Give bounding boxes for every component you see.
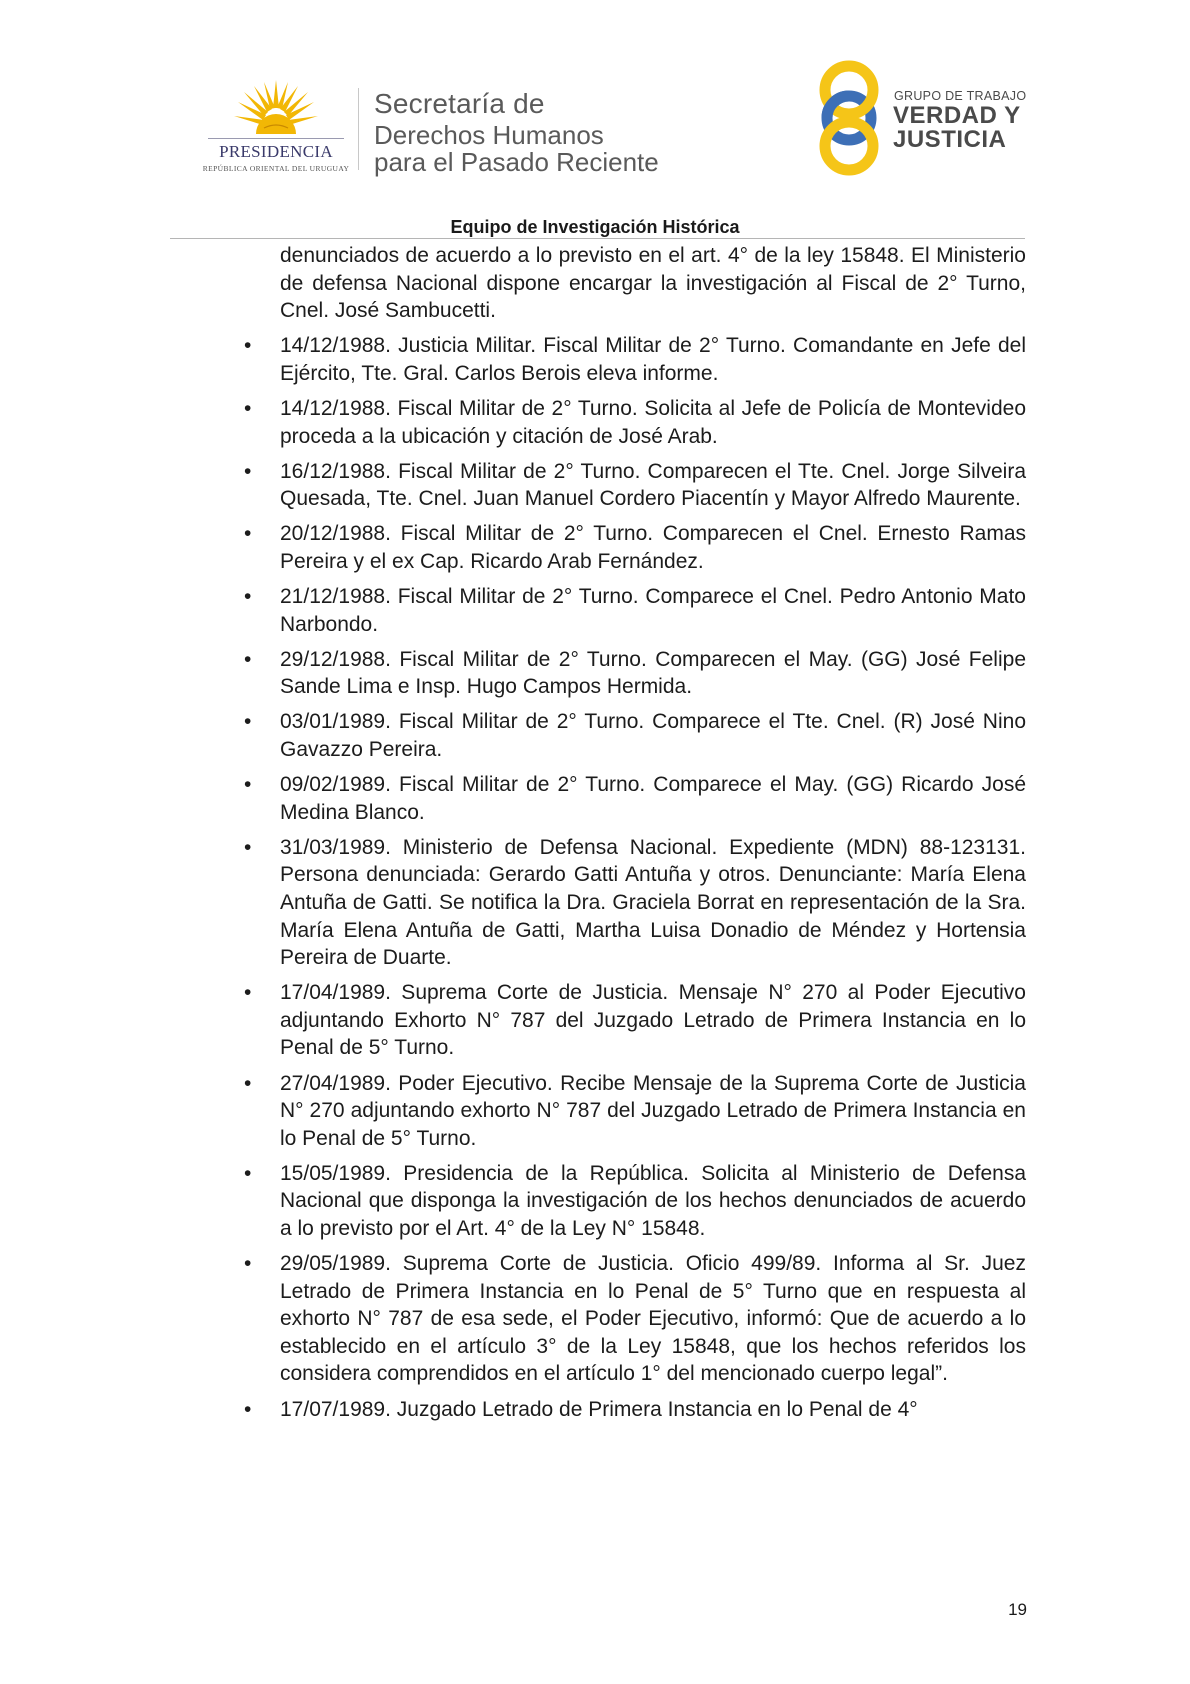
- list-item: [244, 1070, 1026, 1153]
- bullet-icon: •: [244, 334, 252, 358]
- secretaria-title: Secretaría de: [374, 88, 545, 119]
- presidencia-subtitle: REPÚBLICA ORIENTAL DEL URUGUAY: [202, 164, 350, 173]
- list-item-text: 17/04/1989. Suprema Corte de Justicia. Mensaje N° 270 al Poder Ejecutivo adjuntando Exhorto N° 787 del Juzgado Letrado de Primera Instancia en lo Penal de 5° Turno.: [280, 981, 1026, 1060]
- list-item: [244, 979, 1026, 1062]
- grupo-label: GRUPO DE TRABAJO: [894, 89, 1027, 103]
- secretaria-line-3: para el Pasado Reciente: [374, 147, 659, 177]
- list-item-text: 17/07/1989. Juzgado Letrado de Primera Instancia en lo Penal de 4°: [280, 1397, 918, 1421]
- bullet-icon: •: [244, 835, 252, 859]
- bullet-icon: •: [244, 585, 252, 609]
- verdad-justicia-logo: [815, 58, 1035, 178]
- list-item: [244, 458, 1026, 513]
- bullet-icon: •: [244, 396, 252, 420]
- list-item: [244, 834, 1026, 972]
- logo-separator: [358, 88, 359, 170]
- page-header: [0, 0, 1190, 240]
- bullet-icon: •: [244, 459, 252, 483]
- secretaria-line-2: Derechos Humanos: [374, 120, 604, 150]
- bullet-icon: •: [244, 1161, 252, 1185]
- list-item: [244, 1160, 1026, 1243]
- list-item-text: 21/12/1988. Fiscal Militar de 2° Turno. Comparece el Cnel. Pedro Antonio Mato Narbondo.: [280, 585, 1026, 636]
- list-item: [244, 708, 1026, 763]
- presidencia-logo: [196, 78, 356, 178]
- list-item: [244, 1396, 1026, 1424]
- list-item: [244, 520, 1026, 575]
- bullet-icon: •: [244, 1397, 252, 1421]
- bullet-icon: •: [244, 647, 252, 671]
- document-body: [244, 242, 1026, 1423]
- list-item-text: 09/02/1989. Fiscal Militar de 2° Turno. Comparece el May. (GG) Ricardo José Medina Blanco.: [280, 773, 1026, 824]
- list-item-text: 29/05/1989. Suprema Corte de Justicia. Oficio 499/89. Informa al Sr. Juez Letrado de Primera Instancia en lo Penal de 5° Turno que en respuesta al exhorto N° 787 de esa sede, el Poder Ejecutivo, informó: Que de acuerdo a lo establecido en el artículo 3° de la Ley 15848, que los hechos referidos los considera comprendidos en el artículo 1° del mencionado cuerpo legal”.: [280, 1252, 1026, 1386]
- list-item: [244, 1250, 1026, 1388]
- list-item-text: 14/12/1988. Justicia Militar. Fiscal Militar de 2° Turno. Comandante en Jefe del Ejército, Tte. Gral. Carlos Berois eleva informe.: [280, 334, 1026, 385]
- bullet-icon: •: [244, 773, 252, 797]
- bullet-icon: •: [244, 1252, 252, 1276]
- list-item-text: 31/03/1989. Ministerio de Defensa Nacional. Expediente (MDN) 88-123131. Persona denunciada: Gerardo Gatti Antuña y otros. Denunciante: María Elena Antuña de Gatti. Se notifica la Dra. Graciela Borrat en representación de la Sra. María Elena Antuña de Gatti, Martha Luisa Donadio de Méndez y Hortensia Pereira de Duarte.: [280, 835, 1026, 970]
- list-item-text: 16/12/1988. Fiscal Militar de 2° Turno. Comparecen el Tte. Cnel. Jorge Silveira Quesada, Tte. Cnel. Juan Manuel Cordero Piacentín y Mayor Alfredo Maurente.: [280, 459, 1026, 511]
- bullet-icon: •: [244, 981, 252, 1005]
- list-item-text: 03/01/1989. Fiscal Militar de 2° Turno. Comparece el Tte. Cnel. (R) José Nino Gavazzo Pereira.: [280, 710, 1026, 761]
- event-list: [244, 332, 1026, 1423]
- list-item: [244, 771, 1026, 826]
- presidencia-divider: [208, 138, 344, 139]
- verdad-label: VERDAD Y: [893, 102, 1021, 129]
- list-item-text: 14/12/1988. Fiscal Militar de 2° Turno. Solicita al Jefe de Policía de Montevideo proceda a la ubicación y citación de José Arab.: [280, 396, 1026, 448]
- list-item-text: 29/12/1988. Fiscal Militar de 2° Turno. Comparecen el May. (GG) José Felipe Sande Lima e Insp. Hugo Campos Hermida.: [280, 647, 1026, 699]
- presidencia-name: PRESIDENCIA: [219, 142, 333, 161]
- team-title: Equipo de Investigación Histórica: [450, 217, 740, 237]
- sun-emblem-icon: [234, 78, 318, 140]
- page-number: 19: [1008, 1600, 1027, 1619]
- interlocking-rings-icon: [815, 58, 895, 180]
- list-item: [244, 395, 1026, 450]
- justicia-label: JUSTICIA: [893, 126, 1007, 153]
- bullet-icon: •: [244, 710, 252, 734]
- list-item-text: 20/12/1988. Fiscal Militar de 2° Turno. Comparecen el Cnel. Ernesto Ramas Pereira y el ex Cap. Ricardo Arab Fernández.: [280, 522, 1026, 573]
- bullet-icon: •: [244, 1071, 252, 1095]
- list-item: [244, 646, 1026, 701]
- header-rule: [170, 238, 1025, 239]
- bullet-icon: •: [244, 522, 252, 546]
- list-item-text: 15/05/1989. Presidencia de la República. Solicita al Ministerio de Defensa Nacional que disponga la investigación de los hechos denunciados de acuerdo a lo previsto por el Art. 4° de la Ley N° 15848.: [280, 1161, 1026, 1240]
- continuation-paragraph: denunciados de acuerdo a lo previsto en el art. 4° de la ley 15848. El Ministerio de defensa Nacional dispone encargar la investigación al Fiscal de 2° Turno, Cnel. José Sambucetti.: [280, 244, 1026, 323]
- list-item-text: 27/04/1989. Poder Ejecutivo. Recibe Mensaje de la Suprema Corte de Justicia N° 270 adjuntando exhorto N° 787 del Juzgado Letrado de Primera Instancia en lo Penal de 5° Turno.: [280, 1071, 1026, 1150]
- list-item: [244, 332, 1026, 387]
- list-item: [244, 583, 1026, 638]
